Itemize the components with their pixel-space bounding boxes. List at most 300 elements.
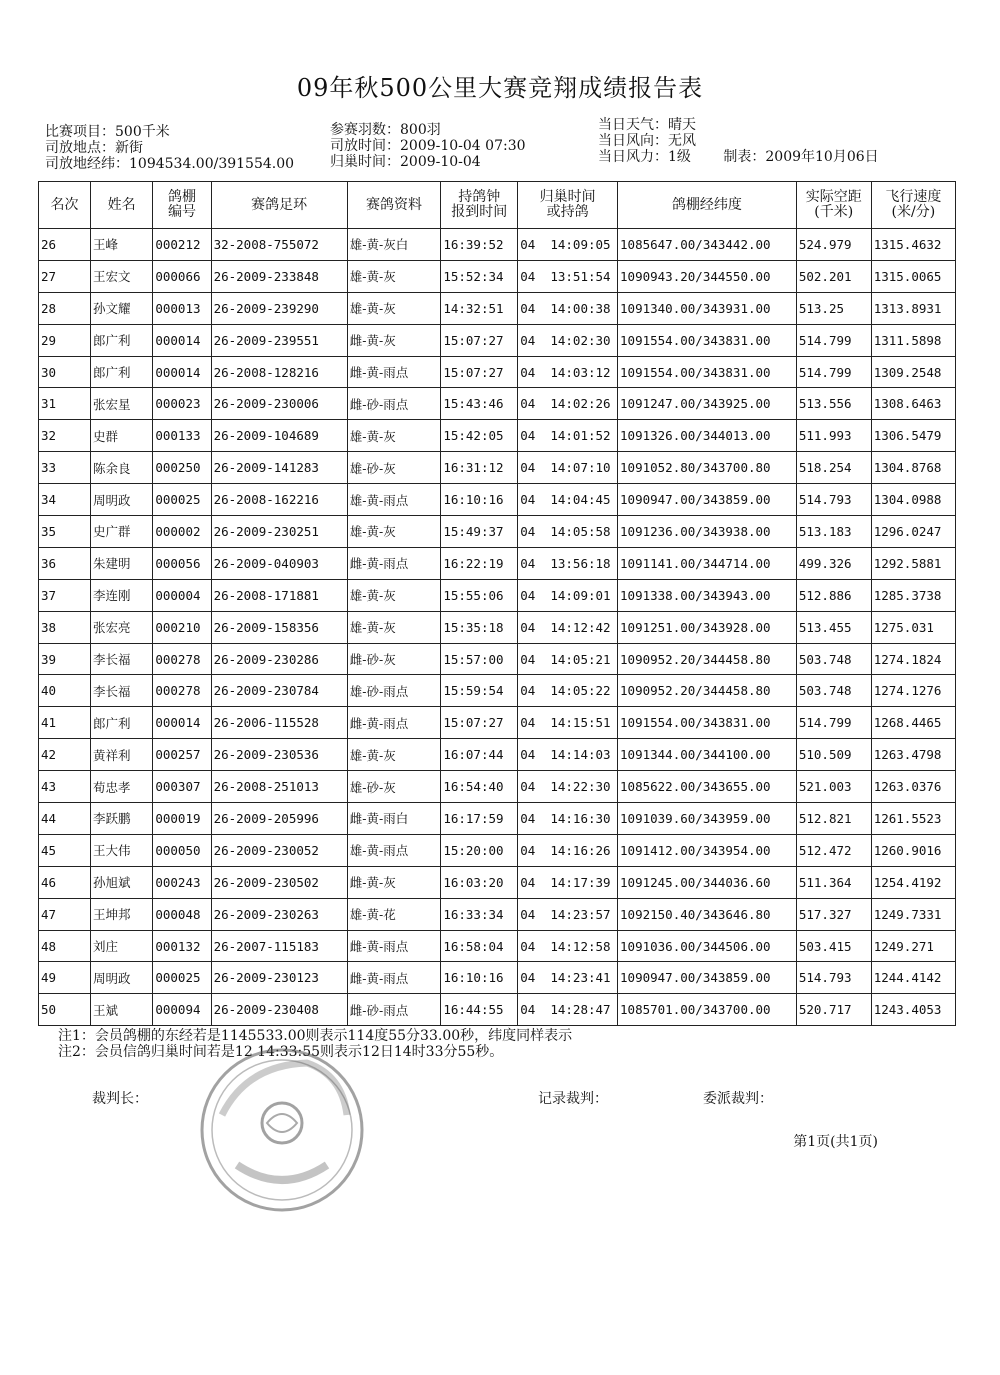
- cell-rank: 26: [39, 229, 91, 261]
- table-row: [39, 260, 956, 292]
- cell-arrival-time: 04 14:16:26: [518, 834, 618, 866]
- cell-distance: 512.821: [796, 803, 871, 835]
- cell-ring-number: 26-2007-115183: [211, 930, 347, 962]
- cell-name: 王大伟: [90, 834, 152, 866]
- cell-loft-id: 000014: [153, 324, 211, 356]
- cell-pigeon-info: 雄-黄-雨点: [347, 834, 441, 866]
- cell-loft-coordinates: 1090943.20/344550.00: [618, 260, 797, 292]
- cell-loft-id: 000278: [153, 643, 211, 675]
- table-row: [39, 994, 956, 1026]
- cell-loft-coordinates: 1091251.00/343928.00: [618, 611, 797, 643]
- cell-name: 郎广利: [90, 356, 152, 388]
- cell-loft-id: 000025: [153, 484, 211, 516]
- table-row: [39, 484, 956, 516]
- cell-speed: 1308.6463: [871, 388, 955, 420]
- cell-loft-id: 000048: [153, 898, 211, 930]
- cell-pigeon-info: 雄-黄-灰: [347, 579, 441, 611]
- cell-distance: 512.886: [796, 579, 871, 611]
- cell-distance: 514.799: [796, 356, 871, 388]
- cell-ring-number: 26-2009-239551: [211, 324, 347, 356]
- cell-distance: 524.979: [796, 229, 871, 261]
- cell-speed: 1243.4053: [871, 994, 955, 1026]
- cell-loft-coordinates: 1091340.00/343931.00: [618, 292, 797, 324]
- cell-name: 荀忠孝: [90, 771, 152, 803]
- entries-line: [330, 122, 526, 138]
- cell-pigeon-info: 雌-黄-雨点: [347, 547, 441, 579]
- cell-name: 史群: [90, 420, 152, 452]
- cell-pigeon-info: 雄-黄-灰: [347, 611, 441, 643]
- cell-distance: 513.25: [796, 292, 871, 324]
- cell-clock-time: 15:55:06: [441, 579, 518, 611]
- cell-rank: 49: [39, 962, 91, 994]
- cell-name: 李跃鹏: [90, 803, 152, 835]
- header-clock-time: 持鸽钟 报到时间: [441, 182, 518, 229]
- table-row: [39, 675, 956, 707]
- cell-arrival-time: 04 14:16:30: [518, 803, 618, 835]
- cell-name: 孙旭斌: [90, 866, 152, 898]
- cell-ring-number: 26-2006-115528: [211, 707, 347, 739]
- chief-judge-label: 裁判长：: [92, 1091, 148, 1107]
- cell-name: 朱建明: [90, 547, 152, 579]
- table-row: [39, 898, 956, 930]
- cell-ring-number: 26-2009-230536: [211, 739, 347, 771]
- cell-distance: 514.793: [796, 962, 871, 994]
- cell-loft-id: 000210: [153, 611, 211, 643]
- cell-ring-number: 26-2009-230502: [211, 866, 347, 898]
- cell-ring-number: 26-2008-171881: [211, 579, 347, 611]
- table-row: [39, 388, 956, 420]
- table-body: [39, 229, 956, 1026]
- table-row: [39, 962, 956, 994]
- cell-ring-number: 26-2008-251013: [211, 771, 347, 803]
- cell-rank: 34: [39, 484, 91, 516]
- cell-distance: 521.003: [796, 771, 871, 803]
- cell-rank: 37: [39, 579, 91, 611]
- weather-line: [598, 117, 879, 133]
- cell-arrival-time: 04 14:17:39: [518, 866, 618, 898]
- wind-dir-line: [598, 133, 879, 149]
- table-header-row: [39, 182, 956, 229]
- cell-speed: 1296.0247: [871, 516, 955, 548]
- cell-rank: 30: [39, 356, 91, 388]
- return-time-value: 2009-10-04: [400, 154, 481, 170]
- cell-arrival-time: 04 14:07:10: [518, 452, 618, 484]
- cell-pigeon-info: 雄-黄-灰: [347, 516, 441, 548]
- cell-arrival-time: 04 14:05:22: [518, 675, 618, 707]
- cell-ring-number: 26-2009-141283: [211, 452, 347, 484]
- cell-name: 张宏亮: [90, 611, 152, 643]
- cell-distance: 514.793: [796, 484, 871, 516]
- cell-distance: 513.183: [796, 516, 871, 548]
- cell-speed: 1263.0376: [871, 771, 955, 803]
- table-row: [39, 707, 956, 739]
- cell-rank: 35: [39, 516, 91, 548]
- cell-rank: 28: [39, 292, 91, 324]
- cell-name: 刘庄: [90, 930, 152, 962]
- return-time-label: 归巢时间：: [330, 154, 400, 170]
- table-row: [39, 356, 956, 388]
- table-row: [39, 324, 956, 356]
- header-arrival-time: 归巢时间 或持鸽: [518, 182, 618, 229]
- cell-loft-coordinates: 1091338.00/343943.00: [618, 579, 797, 611]
- table-row: [39, 643, 956, 675]
- table-row: [39, 771, 956, 803]
- table-row: [39, 516, 956, 548]
- weather-label: 当日天气：: [598, 117, 668, 133]
- cell-speed: 1249.7331: [871, 898, 955, 930]
- cell-arrival-time: 04 13:51:54: [518, 260, 618, 292]
- cell-loft-coordinates: 1091141.00/344714.00: [618, 547, 797, 579]
- cell-arrival-time: 04 14:23:57: [518, 898, 618, 930]
- cell-pigeon-info: 雄-黄-灰: [347, 420, 441, 452]
- cell-rank: 27: [39, 260, 91, 292]
- release-site-label: 司放地点：: [45, 140, 115, 156]
- cell-loft-id: 000050: [153, 834, 211, 866]
- wind-dir-value: 无风: [668, 133, 696, 149]
- cell-loft-coordinates: 1090947.00/343859.00: [618, 484, 797, 516]
- cell-loft-coordinates: 1091245.00/344036.60: [618, 866, 797, 898]
- cell-speed: 1311.5898: [871, 324, 955, 356]
- wind-dir-label: 当日风向：: [598, 133, 668, 149]
- cell-arrival-time: 04 14:28:47: [518, 994, 618, 1026]
- cell-distance: 511.993: [796, 420, 871, 452]
- cell-name: 周明政: [90, 484, 152, 516]
- table-row: [39, 866, 956, 898]
- cell-pigeon-info: 雄-黄-雨点: [347, 484, 441, 516]
- cell-loft-id: 000002: [153, 516, 211, 548]
- cell-arrival-time: 04 14:04:45: [518, 484, 618, 516]
- table-row: [39, 452, 956, 484]
- cell-pigeon-info: 雄-黄-灰: [347, 292, 441, 324]
- cell-rank: 31: [39, 388, 91, 420]
- cell-speed: 1285.3738: [871, 579, 955, 611]
- cell-pigeon-info: 雄-砂-雨点: [347, 675, 441, 707]
- cell-loft-id: 000023: [153, 388, 211, 420]
- cell-distance: 503.415: [796, 930, 871, 962]
- event-value: 500千米: [115, 124, 170, 140]
- cell-clock-time: 15:49:37: [441, 516, 518, 548]
- cell-speed: 1315.0065: [871, 260, 955, 292]
- cell-name: 王宏文: [90, 260, 152, 292]
- cell-arrival-time: 04 14:09:05: [518, 229, 618, 261]
- cell-ring-number: 26-2009-230123: [211, 962, 347, 994]
- cell-distance: 513.556: [796, 388, 871, 420]
- cell-distance: 499.326: [796, 547, 871, 579]
- release-time-line: [330, 138, 526, 154]
- cell-ring-number: 26-2009-104689: [211, 420, 347, 452]
- cell-name: 李长福: [90, 675, 152, 707]
- cell-loft-coordinates: 1091412.00/343954.00: [618, 834, 797, 866]
- cell-ring-number: 26-2009-230006: [211, 388, 347, 420]
- cell-loft-coordinates: 1091554.00/343831.00: [618, 707, 797, 739]
- cell-name: 郎广利: [90, 707, 152, 739]
- cell-loft-id: 000307: [153, 771, 211, 803]
- cell-speed: 1254.4192: [871, 866, 955, 898]
- cell-ring-number: 26-2009-239290: [211, 292, 347, 324]
- cell-distance: 510.509: [796, 739, 871, 771]
- cell-clock-time: 16:07:44: [441, 739, 518, 771]
- table-row: [39, 611, 956, 643]
- cell-loft-id: 000056: [153, 547, 211, 579]
- weather-value: 晴天: [668, 117, 696, 133]
- cell-loft-coordinates: 1091344.00/344100.00: [618, 739, 797, 771]
- cell-distance: 520.717: [796, 994, 871, 1026]
- cell-speed: 1292.5881: [871, 547, 955, 579]
- note-1: 注1：会员鸽棚的东经若是1145533.00则表示114度55分33.00秒，纬度同样表示: [58, 1028, 573, 1044]
- cell-distance: 503.748: [796, 675, 871, 707]
- header-distance: 实际空距 (千米): [796, 182, 871, 229]
- cell-loft-id: 000014: [153, 356, 211, 388]
- cell-ring-number: 26-2009-230784: [211, 675, 347, 707]
- cell-name: 孙文耀: [90, 292, 152, 324]
- cell-loft-coordinates: 1090947.00/343859.00: [618, 962, 797, 994]
- cell-rank: 38: [39, 611, 91, 643]
- cell-clock-time: 16:33:34: [441, 898, 518, 930]
- cell-ring-number: 26-2008-162216: [211, 484, 347, 516]
- cell-rank: 50: [39, 994, 91, 1026]
- cell-speed: 1304.0988: [871, 484, 955, 516]
- table-row: [39, 834, 956, 866]
- cell-speed: 1260.9016: [871, 834, 955, 866]
- cell-speed: 1268.4465: [871, 707, 955, 739]
- header-loft-id: 鸽棚 编号: [153, 182, 211, 229]
- cell-clock-time: 16:58:04: [441, 930, 518, 962]
- official-seal-stamp: [197, 1045, 367, 1215]
- cell-clock-time: 15:20:00: [441, 834, 518, 866]
- cell-rank: 45: [39, 834, 91, 866]
- header-ring-number: 赛鸽足环: [211, 182, 347, 229]
- cell-distance: 518.254: [796, 452, 871, 484]
- cell-name: 王斌: [90, 994, 152, 1026]
- cell-ring-number: 26-2009-230286: [211, 643, 347, 675]
- cell-distance: 513.455: [796, 611, 871, 643]
- cell-speed: 1244.4142: [871, 962, 955, 994]
- table-row: [39, 803, 956, 835]
- cell-pigeon-info: 雌-黄-雨点: [347, 707, 441, 739]
- cell-arrival-time: 04 14:09:01: [518, 579, 618, 611]
- cell-name: 黄祥利: [90, 739, 152, 771]
- cell-pigeon-info: 雄-黄-灰白: [347, 229, 441, 261]
- cell-loft-id: 000132: [153, 930, 211, 962]
- cell-ring-number: 26-2009-230052: [211, 834, 347, 866]
- cell-ring-number: 26-2009-230408: [211, 994, 347, 1026]
- cell-loft-coordinates: 1091036.00/344506.00: [618, 930, 797, 962]
- cell-loft-id: 000243: [153, 866, 211, 898]
- cell-loft-id: 000250: [153, 452, 211, 484]
- cell-loft-id: 000257: [153, 739, 211, 771]
- cell-arrival-time: 04 14:03:12: [518, 356, 618, 388]
- cell-loft-id: 000004: [153, 579, 211, 611]
- cell-ring-number: 32-2008-755072: [211, 229, 347, 261]
- cell-arrival-time: 04 13:56:18: [518, 547, 618, 579]
- note-2: 注2：会员信鸽归巢时间若是12 14:33:55则表示12日14时33分55秒。: [58, 1044, 504, 1060]
- prepared-label: 制表：: [723, 149, 766, 165]
- cell-clock-time: 16:39:52: [441, 229, 518, 261]
- cell-speed: 1306.5479: [871, 420, 955, 452]
- cell-loft-id: 000278: [153, 675, 211, 707]
- cell-clock-time: 14:32:51: [441, 292, 518, 324]
- cell-clock-time: 16:31:12: [441, 452, 518, 484]
- cell-clock-time: 15:07:27: [441, 324, 518, 356]
- cell-speed: 1261.5523: [871, 803, 955, 835]
- cell-arrival-time: 04 14:01:52: [518, 420, 618, 452]
- cell-ring-number: 26-2008-128216: [211, 356, 347, 388]
- cell-distance: 512.472: [796, 834, 871, 866]
- cell-speed: 1275.031: [871, 611, 955, 643]
- cell-loft-coordinates: 1085647.00/343442.00: [618, 229, 797, 261]
- prepared-value: 2009年10月06日: [765, 149, 879, 165]
- cell-arrival-time: 04 14:02:26: [518, 388, 618, 420]
- report-title: 09年秋500公里大赛竞翔成绩报告表: [296, 74, 704, 102]
- cell-loft-coordinates: 1085622.00/343655.00: [618, 771, 797, 803]
- page-indicator: 第1页(共1页): [793, 1134, 878, 1150]
- record-judge-label: 记录裁判：: [538, 1091, 608, 1107]
- cell-pigeon-info: 雄-黄-花: [347, 898, 441, 930]
- cell-loft-id: 000066: [153, 260, 211, 292]
- wind-force-value: 1级: [668, 149, 691, 165]
- cell-pigeon-info: 雌-黄-灰: [347, 324, 441, 356]
- cell-ring-number: 26-2009-233848: [211, 260, 347, 292]
- cell-arrival-time: 04 14:00:38: [518, 292, 618, 324]
- cell-loft-id: 000019: [153, 803, 211, 835]
- cell-rank: 44: [39, 803, 91, 835]
- cell-distance: 517.327: [796, 898, 871, 930]
- table-row: [39, 229, 956, 261]
- table-row: [39, 292, 956, 324]
- cell-clock-time: 15:52:34: [441, 260, 518, 292]
- release-coords-line: [45, 156, 294, 172]
- release-time-value: 2009-10-04 07:30: [400, 138, 526, 154]
- cell-clock-time: 15:07:27: [441, 356, 518, 388]
- cell-clock-time: 15:57:00: [441, 643, 518, 675]
- cell-distance: 502.201: [796, 260, 871, 292]
- release-coords-label: 司放地经纬：: [45, 156, 129, 172]
- cell-loft-coordinates: 1091236.00/343938.00: [618, 516, 797, 548]
- cell-clock-time: 16:44:55: [441, 994, 518, 1026]
- cell-clock-time: 15:42:05: [441, 420, 518, 452]
- cell-clock-time: 15:59:54: [441, 675, 518, 707]
- cell-rank: 46: [39, 866, 91, 898]
- header-name: 姓名: [90, 182, 152, 229]
- cell-distance: 511.364: [796, 866, 871, 898]
- release-site-line: [45, 140, 294, 156]
- cell-ring-number: 26-2009-040903: [211, 547, 347, 579]
- cell-arrival-time: 04 14:02:30: [518, 324, 618, 356]
- cell-rank: 29: [39, 324, 91, 356]
- cell-rank: 36: [39, 547, 91, 579]
- cell-speed: 1263.4798: [871, 739, 955, 771]
- cell-clock-time: 16:54:40: [441, 771, 518, 803]
- table-row: [39, 739, 956, 771]
- cell-loft-coordinates: 1091326.00/344013.00: [618, 420, 797, 452]
- cell-pigeon-info: 雌-砂-灰: [347, 643, 441, 675]
- results-table: [38, 181, 956, 1026]
- cell-loft-coordinates: 1091039.60/343959.00: [618, 803, 797, 835]
- cell-rank: 39: [39, 643, 91, 675]
- cell-arrival-time: 04 14:12:42: [518, 611, 618, 643]
- cell-rank: 33: [39, 452, 91, 484]
- cell-pigeon-info: 雌-黄-雨点: [347, 930, 441, 962]
- table-row: [39, 579, 956, 611]
- cell-name: 张宏星: [90, 388, 152, 420]
- cell-rank: 47: [39, 898, 91, 930]
- cell-arrival-time: 04 14:15:51: [518, 707, 618, 739]
- cell-rank: 41: [39, 707, 91, 739]
- cell-loft-coordinates: 1090952.20/344458.80: [618, 643, 797, 675]
- cell-loft-coordinates: 1092150.40/343646.80: [618, 898, 797, 930]
- cell-pigeon-info: 雌-黄-雨点: [347, 962, 441, 994]
- cell-loft-coordinates: 1091247.00/343925.00: [618, 388, 797, 420]
- cell-clock-time: 15:35:18: [441, 611, 518, 643]
- wind-force-label: 当日风力：: [598, 149, 668, 165]
- event-label: 比赛项目：: [45, 124, 115, 140]
- cell-name: 陈余良: [90, 452, 152, 484]
- return-time-line: [330, 154, 526, 170]
- cell-rank: 43: [39, 771, 91, 803]
- cell-pigeon-info: 雌-黄-雨白: [347, 803, 441, 835]
- cell-pigeon-info: 雌-砂-雨点: [347, 994, 441, 1026]
- wind-force-line: [598, 149, 879, 165]
- cell-ring-number: 26-2009-205996: [211, 803, 347, 835]
- cell-arrival-time: 04 14:23:41: [518, 962, 618, 994]
- table-row: [39, 930, 956, 962]
- cell-ring-number: 26-2009-158356: [211, 611, 347, 643]
- cell-loft-id: 000013: [153, 292, 211, 324]
- cell-arrival-time: 04 14:22:30: [518, 771, 618, 803]
- cell-loft-id: 000212: [153, 229, 211, 261]
- table-row: [39, 547, 956, 579]
- info-middle: [330, 122, 526, 170]
- cell-name: 史广群: [90, 516, 152, 548]
- cell-rank: 32: [39, 420, 91, 452]
- header-speed: 飞行速度 (米/分): [871, 182, 955, 229]
- cell-speed: 1315.4632: [871, 229, 955, 261]
- cell-arrival-time: 04 14:12:58: [518, 930, 618, 962]
- cell-arrival-time: 04 14:05:58: [518, 516, 618, 548]
- header-loft-coordinates: 鸽棚经纬度: [618, 182, 797, 229]
- cell-loft-coordinates: 1085701.00/343700.00: [618, 994, 797, 1026]
- cell-loft-coordinates: 1091554.00/343831.00: [618, 324, 797, 356]
- cell-distance: 503.748: [796, 643, 871, 675]
- cell-speed: 1274.1824: [871, 643, 955, 675]
- info-right: [598, 117, 879, 165]
- entries-value: 800羽: [400, 122, 441, 138]
- cell-distance: 514.799: [796, 324, 871, 356]
- cell-name: 郎广利: [90, 324, 152, 356]
- event-line: [45, 124, 294, 140]
- cell-ring-number: 26-2009-230263: [211, 898, 347, 930]
- cell-arrival-time: 04 14:14:03: [518, 739, 618, 771]
- table-row: [39, 420, 956, 452]
- appointed-judge-label: 委派裁判：: [703, 1091, 773, 1107]
- cell-speed: 1304.8768: [871, 452, 955, 484]
- cell-pigeon-info: 雌-黄-雨点: [347, 356, 441, 388]
- cell-loft-id: 000025: [153, 962, 211, 994]
- cell-name: 王坤邦: [90, 898, 152, 930]
- cell-loft-id: 000014: [153, 707, 211, 739]
- cell-rank: 42: [39, 739, 91, 771]
- cell-clock-time: 15:43:46: [441, 388, 518, 420]
- cell-loft-coordinates: 1091554.00/343831.00: [618, 356, 797, 388]
- cell-name: 王峰: [90, 229, 152, 261]
- cell-pigeon-info: 雄-砂-灰: [347, 771, 441, 803]
- cell-pigeon-info: 雌-砂-雨点: [347, 388, 441, 420]
- cell-pigeon-info: 雄-黄-灰: [347, 739, 441, 771]
- cell-clock-time: 16:10:16: [441, 962, 518, 994]
- cell-name: 周明政: [90, 962, 152, 994]
- cell-pigeon-info: 雄-黄-灰: [347, 260, 441, 292]
- cell-loft-id: 000133: [153, 420, 211, 452]
